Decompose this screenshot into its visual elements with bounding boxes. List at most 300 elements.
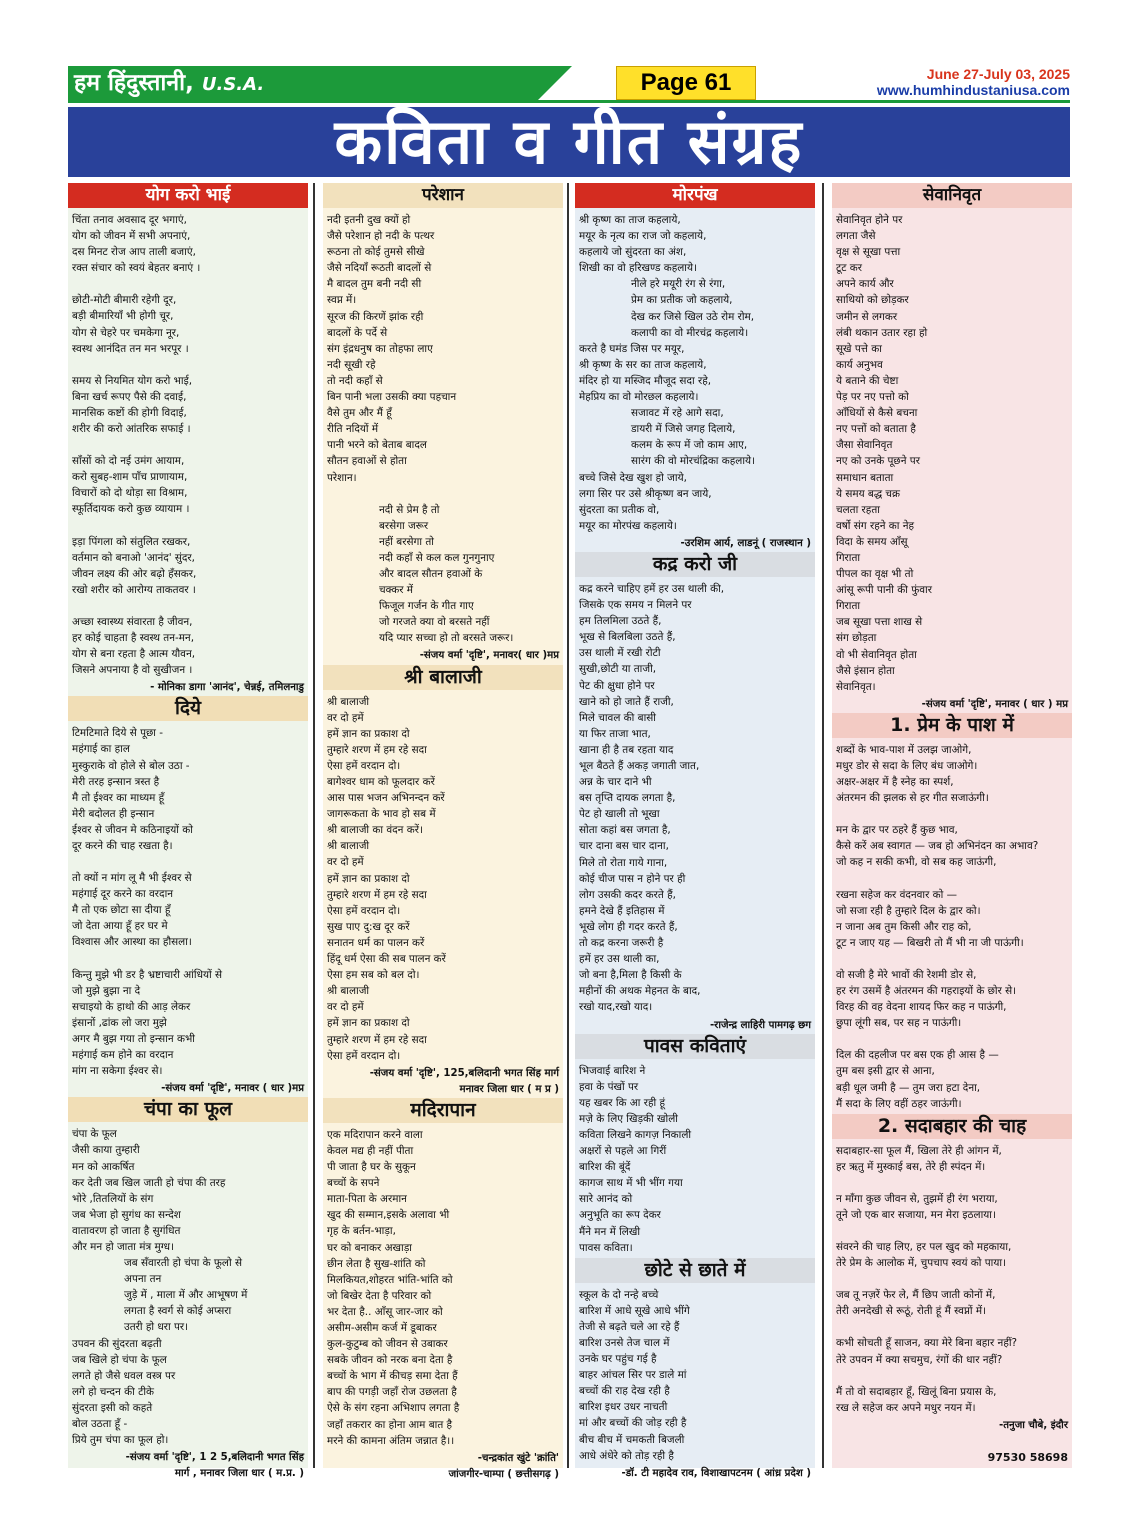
- poem-line: गिराता: [836, 600, 861, 613]
- poem-line: अपना तन: [124, 1273, 162, 1286]
- poem-body: [323, 208, 563, 648]
- poem-line: बारिश उनसे तेज चाल में: [579, 1337, 670, 1349]
- poem-line: स्वस्थ आनंदित तन मन भरपूर ।: [72, 342, 189, 355]
- poem-line: फिजूल गर्जन के गीत गाए: [379, 600, 474, 613]
- poem-line: सूरज की किरणें झांक रही: [327, 310, 424, 323]
- poem-author: -राजेन्द्र लाहिरी पामगढ़ छग: [709, 1019, 811, 1031]
- header-rule: [68, 100, 1070, 103]
- poem-line: वर दो हमें: [327, 856, 364, 869]
- poem-line: उतरी हो धरा पर।: [124, 1321, 189, 1334]
- poem-line: करते है घमंड जिस पर मयूर,: [579, 342, 685, 355]
- poem-line: श्री बालाजी: [327, 840, 370, 853]
- poem-line: कार्य अनुभव: [836, 358, 883, 371]
- poem-line: जो गरजते क्या वो बरसते नहीं: [379, 616, 490, 629]
- poem-body: [832, 208, 1072, 697]
- poem-line: खाने को हो जाते हैं राजी,: [579, 695, 674, 708]
- poem-line: सनातन धर्म का पालन करें: [327, 936, 425, 949]
- poem-line: ये समय बद्ध चक्र: [836, 487, 901, 500]
- poem-line: उनके घर पहुंच गई है: [579, 1353, 657, 1366]
- poem-line: समय से नियमित योग करो भाई,: [72, 374, 193, 387]
- poem-title: पावस कविताएं: [575, 1034, 815, 1059]
- poem-line: जागरूकता के भाव हो सब में: [327, 808, 436, 821]
- poem-line: शिखी का वो हरिखण्ड कहलाये।: [579, 262, 697, 275]
- poem-line: वर दो हमें: [327, 711, 364, 724]
- column-1: [68, 183, 308, 1480]
- poem-line: मयूर का मोरपंख कहलाये।: [579, 519, 677, 532]
- poem-line: मन के द्वार पर ठहरे हैं कुछ भाव,: [836, 824, 958, 837]
- poem-line: कलम के रूप में जो काम आए,: [631, 439, 748, 452]
- poem-title: दिये: [68, 696, 308, 721]
- poem-line: माता-पिता के अरमान: [327, 1193, 407, 1206]
- poem-line: पानी भरने को बेताब बादल: [327, 439, 427, 452]
- poem-line: नए को उनके पूछने पर: [836, 455, 920, 468]
- poem-stanza-indented: [579, 405, 811, 469]
- poem-body: [575, 208, 815, 536]
- poem-line: पेड़ पर नए पत्तो को: [836, 391, 909, 404]
- poem-line: बारिश इधर उधर नाचती: [579, 1401, 668, 1414]
- poem-line: श्री कृष्ण का ताज कहलाये,: [579, 214, 681, 226]
- poem-line: जब तू नज़रें फेर ले, मैं छिप जाती कोनों में,: [836, 1289, 996, 1302]
- poem-line: सेवानिवृत होने पर: [836, 214, 903, 226]
- poem-stanza: [72, 1126, 304, 1255]
- poem-line: हमने देखे हैं इतिहास में: [579, 904, 665, 917]
- poem-diye: [68, 696, 308, 1097]
- poem-line: सुख पाए दु:ख दूर करें: [327, 920, 410, 933]
- poem-line: कागज साथ में भी भींग गया: [579, 1177, 683, 1190]
- poem-body: [68, 721, 308, 1081]
- poem-line: मिले चावल की बासी: [579, 711, 656, 724]
- poem-line: किन्तु मुझे भी डर है भ्रष्टाचारी आंधियों से: [72, 968, 223, 981]
- poem-body: [323, 690, 563, 1066]
- website-link[interactable]: www.humhindustaniusa.com: [876, 82, 1070, 98]
- poem-title: छोटे से छाते में: [575, 1258, 815, 1283]
- poem-line: इड़ा पिंगला को संतुलित रखकर,: [72, 535, 191, 548]
- poem-line: स्कूल के दो नन्हे बच्चे: [579, 1288, 659, 1301]
- poem-line: दूर करने की चाह रखता है।: [72, 840, 173, 852]
- poem-line: श्री बालाजी का वंदन करें।: [327, 824, 423, 837]
- poem-body: [575, 1059, 815, 1258]
- poem-line: महंगाई का हाल: [72, 743, 130, 756]
- poem-line: हर कोई चाहता है स्वस्थ तन-मन,: [72, 631, 195, 644]
- poem-stanza-indented: [72, 1255, 304, 1335]
- poem-line: मै तो ईश्वर का माध्यम हूँ: [72, 791, 165, 804]
- poem-line: हमें ज्ञान का प्रकाश दो: [327, 872, 410, 885]
- stanza-break: [72, 951, 304, 967]
- poem-line: उपवन की सुंदरता बढ़ती: [72, 1337, 162, 1350]
- poem-line: अपने कार्य और: [836, 278, 894, 291]
- poem-line: लगता है स्वर्ग से कोई अप्सरा: [124, 1305, 232, 1318]
- poem-line: जैसे परेशान हो नदी के पत्थर: [327, 230, 435, 243]
- stanza-break: [72, 276, 304, 292]
- poem-author-address: मार्ग , मनावर जिला धार ( म.प्र. ): [174, 1468, 304, 1480]
- poem-line: दिल की दहलीज पर बस एक ही आस है —: [836, 1049, 999, 1062]
- poem-line: उस थाली में रखी रोटी: [579, 647, 661, 660]
- poem-madirapan: [323, 1098, 563, 1483]
- poem-line: कोई चीज पास न होने पर ही: [579, 872, 686, 885]
- poem-line: स्फूर्तिदायक करो कुछ व्यायाम ।: [72, 503, 190, 516]
- poem-line: हर ऋतु में मुस्काई बस, तेरे ही स्पंदन में।: [836, 1160, 986, 1173]
- poem-line: सारंग की वो मोरचंद्रिका कहलाये।: [631, 455, 755, 468]
- poem-line: अक्षरों से पहले आ गिरीं: [579, 1145, 667, 1158]
- poem-line: लगता जैसे: [836, 230, 876, 243]
- poem-line: छीन लेता है सुख-शांति को: [327, 1257, 426, 1270]
- stanza-break: [836, 1368, 1068, 1384]
- poem-line: मिलकियत,शोहरत भांति-भांति को: [327, 1273, 453, 1286]
- poem-line: जैसा सेवानिवृत: [836, 439, 893, 452]
- stanza-break: [72, 518, 304, 534]
- poem-line: हर रंग उसमें है अंतरमन की गहराइयों के छोर से।: [836, 985, 1017, 998]
- edition-info: [877, 66, 1070, 98]
- poem-line: जैसे नदियाँ रूठती बादलों से: [327, 262, 432, 275]
- poem-line: वर्तमान को बनाओ 'आनंद' सुंदर,: [72, 551, 195, 564]
- poem-line: बच्चे जिसे देख खुश हो जाये,: [579, 471, 687, 484]
- poem-yog-karo-bhai: [68, 183, 308, 696]
- poem-stanza: [579, 470, 811, 534]
- poem-stanza-indented: [327, 502, 559, 647]
- poem-line: लंबी थकान उतार रहा हो: [836, 326, 928, 339]
- poem-line: जहाँ तकरार का होना आम बात है: [327, 1418, 453, 1431]
- poem-line: अनुभूति का रूप देकर: [579, 1209, 661, 1222]
- poem-line: बड़ी बीमारियाँ भी होगी चूर,: [72, 310, 174, 323]
- poem-line: समाधान बताता: [836, 471, 894, 484]
- poem-line: ऐसा हमें वरदान दो।: [327, 1049, 401, 1062]
- poem-author: -संजय वर्मा 'दृष्टि', मनावर( धार )मप्र: [419, 650, 559, 662]
- poem-line: बारिश में आधे सूखे आधे भींगे: [579, 1304, 690, 1317]
- poem-pawas-kavitayen: [575, 1034, 815, 1258]
- poem-line: मैं सदा के लिए वहीं ठहर जाऊंगी।: [836, 1097, 962, 1110]
- poem-line: तूने जो एक बार सजाया, मन मेरा इठलाया।: [836, 1208, 996, 1221]
- edition-date: June 27-July 03, 2025: [926, 66, 1070, 82]
- poem-line: मरने की कामना अंतिम जन्नात है।।: [327, 1434, 455, 1447]
- poem-line: मज़े के लिए खिड़की खोली: [579, 1112, 678, 1125]
- poem-line: शरीर की करो आंतरिक सफाई ।: [72, 423, 191, 436]
- poem-line: मन को आकर्षित: [72, 1160, 135, 1173]
- poem-title: मोरपंख: [575, 183, 815, 208]
- poem-line: चंपा के फूल: [72, 1128, 117, 1141]
- poem-title: श्री बालाजी: [323, 665, 563, 690]
- poem-line: पेट की क्षुधा होने पर: [579, 679, 655, 692]
- poem-line: अन्न के चार दाने भी: [579, 776, 652, 789]
- poem-line: ऐसा हम सब को बल दो।: [327, 969, 420, 982]
- poem-author: -संजय वर्मा 'दृष्टि', 125,बलिदानी भगत सिंह मार्ग: [369, 1067, 559, 1079]
- poem-line: सौतन हवाओं से होता: [327, 455, 407, 468]
- stanza-break: [836, 1031, 1068, 1047]
- poem-line: महंगाई दूर करने का वरदान: [72, 888, 174, 901]
- poem-line: टिमटिमाते दिये से पूछा -: [72, 727, 163, 740]
- poem-line: तुम्हारे शरण में हम रहे सदा: [327, 743, 427, 756]
- poem-line: बच्चों के सपने: [327, 1177, 380, 1190]
- stanza-break: [836, 951, 1068, 967]
- poem-line: जो कह न सकी कभी, वो सब कह जाऊंगी,: [836, 856, 997, 869]
- poem-line: यह खबर कि आ रही हूं: [579, 1096, 666, 1109]
- poem-line: बिना खर्च रूपए पैसे की दवाई,: [72, 390, 187, 403]
- poem-prem-ke-paash-mein: [832, 713, 1072, 1114]
- poem-line: विदा के समय आँसू: [836, 535, 908, 548]
- poem-line: कहलाये जो सुंदरता का अंश,: [579, 246, 687, 259]
- poem-line: जिसने अपनाया है वो सुखीजन ।: [72, 664, 193, 677]
- brand-usa: U.S.A.: [201, 74, 265, 95]
- poem-line: मैं तो वो सदाबहार हूँ, खिलूं बिना प्रयास के,: [836, 1385, 997, 1398]
- poem-line: नदी सूखी रहे: [327, 358, 376, 371]
- stanza-break: [836, 806, 1068, 822]
- poem-line: बाप की पगड़ी जहाँ रोज उछलता है: [327, 1386, 457, 1399]
- poem-line: पी जाता है घर के सुकून: [327, 1161, 416, 1174]
- poem-line: योग से बना रहता है आत्म यौवन,: [72, 648, 196, 661]
- poem-line: मिले तो रोता गाये गाना,: [579, 856, 668, 869]
- poem-line: पेट हो खाली तो भूखा: [579, 808, 660, 821]
- poem-champa-ka-phool: [68, 1097, 308, 1482]
- poem-line: और मन हो जाता मंत्र मुग्ध।: [72, 1240, 175, 1253]
- stanza-break: [72, 854, 304, 870]
- poem-line: गृह के बर्तन-भाड़ा,: [327, 1225, 396, 1238]
- poem-line: बाहर आंचल सिर पर डाले मां: [579, 1369, 687, 1382]
- poem-line: डायरी में जिसे जगह दिलाये,: [631, 423, 736, 436]
- poem-morpankh: [575, 183, 815, 552]
- stanza-break: [836, 1271, 1068, 1287]
- poem-kadra-karo-ji: [575, 552, 815, 1034]
- poem-line: वो सजी है मेरे भावों की रेशमी डोर से,: [836, 968, 977, 981]
- poem-line: अंतरमन की झलक से हर गीत सजाऊंगी।: [836, 792, 989, 805]
- poem-pareshan: [323, 183, 563, 665]
- poem-body: [832, 738, 1072, 1114]
- poem-line: श्री बालाजी: [327, 985, 370, 998]
- poem-line: जब सँवारती हो चंपा के फूलो से: [124, 1257, 242, 1270]
- poem-line: एक मदिरापान करने वाला: [327, 1128, 423, 1141]
- poem-line: जुड़े में , माला में और आभूषण में: [124, 1289, 248, 1302]
- poem-line: न माँगा कुछ जीवन से, तुझमें ही रंग भराया,: [836, 1192, 998, 1205]
- poem-chhote-se-chhate-mein: [575, 1258, 815, 1482]
- poem-line: कलापी का वो मीरचंद्र कहलाये।: [631, 326, 749, 339]
- stanza-break: [836, 1223, 1068, 1239]
- poem-body: [575, 577, 815, 1018]
- poem-line: भूखे लोग ही गदर करते हैं,: [579, 920, 678, 933]
- poem-title: 2. सदाबहार की चाह: [832, 1114, 1072, 1139]
- phone-number: 97530 58698: [987, 1450, 1068, 1464]
- poem-line: बारिश की बूंदें: [579, 1161, 631, 1174]
- poem-line: ऐसा हमें वरदान दो।: [327, 759, 401, 772]
- poem-line: सुंदरता इसी को कहते: [72, 1401, 153, 1414]
- poem-line: जीवन लक्ष्य की ओर बढ़ो हँसकर,: [72, 567, 197, 580]
- poem-line: तेरी अनदेखी से रूठूं, रोती हूं मैं स्वप्नों में।: [836, 1305, 986, 1318]
- poem-line: बरसेगा जरूर: [379, 519, 429, 532]
- poem-line: वो भी सेवानिवृत होता: [836, 648, 917, 661]
- poem-line: हम तिलमिला उठते हैं,: [579, 615, 662, 628]
- poem-line: कविता लिखने कागज़ निकाली: [579, 1128, 692, 1141]
- poem-line: मै तो एक छोटा सा दीया हूँ: [72, 904, 171, 917]
- poem-line: महीनों की अथक मेहनत के बाद,: [579, 985, 701, 998]
- poem-line: श्री बालाजी: [327, 695, 370, 708]
- poem-line: साथियो को छोड़कर: [836, 294, 909, 307]
- stanza-break: [836, 1319, 1068, 1335]
- poem-line: मंदिर हो या मस्जिद मौजूद सदा रहे,: [579, 374, 712, 387]
- stanza-break: [72, 437, 304, 453]
- poem-line: बिन पानी भला उसकी क्या पहचान: [327, 391, 457, 404]
- poem-line: लगा सिर पर उसे श्रीकृष्ण बन जाये,: [579, 487, 712, 500]
- poem-line: तो कद्र करना जरूरी है: [579, 937, 664, 950]
- poem-line: आस पास भजन अभिनन्दन करें: [327, 792, 445, 805]
- poem-line: अक्षर-अक्षर में है स्नेह का स्पर्श,: [836, 776, 954, 789]
- poem-line: आंसू रूपी पानी की फुंवार: [836, 584, 932, 597]
- poem-line: मांग ना सकेगा ईश्वर से।: [72, 1065, 163, 1078]
- poem-line: तेरे प्रेम के आलोक में, चुपचाप स्वयं को पाया।: [836, 1257, 1007, 1270]
- page-banner: कविता व गीत संग्रह: [68, 107, 1070, 177]
- poem-line: तो क्यों न मांग लू मै भी ईश्वर से: [72, 872, 192, 885]
- column-divider: [822, 183, 824, 1468]
- poem-line: पीपल का वृक्ष भी तो: [836, 568, 914, 581]
- poem-line: या फिर ताजा भात,: [579, 727, 651, 740]
- poem-stanza: [579, 341, 811, 405]
- poem-line: तेरे उपवन में क्या सचमुच, रंगों की धार नहीं?: [836, 1353, 1003, 1366]
- poem-line: शब्दों के भाव-पाश में उलझ जाओगे,: [836, 743, 972, 756]
- poem-body: [323, 1123, 563, 1451]
- poem-line: मानसिक कष्टों की होगी विदाई,: [72, 406, 187, 419]
- poem-line: चलता रहता: [836, 503, 880, 516]
- poem-body: [575, 1283, 815, 1466]
- poem-shri-balaji: [323, 665, 563, 1098]
- brand-wedge: [538, 66, 572, 100]
- poem-line: सेवानिवृत।: [836, 680, 876, 693]
- poem-line: हमें हर उस थाली का,: [579, 953, 660, 966]
- poem-line: भर देता है.. आँसू जार-जार को: [327, 1305, 443, 1318]
- stanza-break: [836, 871, 1068, 887]
- stanza-break: [836, 1175, 1068, 1191]
- poem-line: खुद की सम्मान,इसके अलावा भी: [327, 1209, 450, 1222]
- poem-line: श्री कृष्ण के सर का ताज कहलाये,: [579, 358, 707, 371]
- poem-title: 1. प्रेम के पाश में: [832, 713, 1072, 738]
- poem-line: जैसे इंसान होता: [836, 664, 895, 677]
- masthead: [68, 66, 1070, 102]
- poem-author: -तनुजा चौबे, इंदौर: [999, 1419, 1068, 1431]
- column-3: [575, 183, 815, 1479]
- poem-line: वर दो हमें: [327, 1001, 364, 1014]
- poem-title: मदिरापान: [323, 1098, 563, 1123]
- poem-line: तुम बस इसी द्वार से आना,: [836, 1065, 935, 1078]
- poem-author-address: मनावर जिला धार ( म प्र ): [459, 1083, 559, 1095]
- poem-line: सूखे पत्ते का: [836, 342, 882, 355]
- poem-line: विचारों को दो थोड़ा सा विश्राम,: [72, 487, 188, 500]
- poem-line: हमें ज्ञान का प्रकाश दो: [327, 1017, 410, 1030]
- poem-line: नदी से प्रेम है तो: [379, 503, 440, 516]
- poem-line: ईश्वर से जीवन मे कठिनाइयों को: [72, 823, 193, 836]
- poem-line: जिसके एक समय न मिलने पर: [579, 599, 692, 612]
- poem-author: -संजय वर्मा 'दृष्टि', मनावर ( धार ) मप्र: [921, 698, 1068, 710]
- poem-line: सारे आनंद को: [579, 1193, 633, 1206]
- poem-line: नदी कहाँ से कल कल गुनगुनाए: [379, 551, 495, 564]
- poem-line: संवरने की चाह लिए, हर पल खुद को महकाया,: [836, 1241, 1012, 1254]
- poem-line: बड़ी धूल जमी है — तुम जरा हटा देना,: [836, 1081, 981, 1094]
- poem-author-address: जांजगीर-चाम्पा ( छत्तीसगढ़ ): [448, 1468, 559, 1480]
- poem-line: कुल-कुटुम्ब को जीवन से उबाकर: [327, 1338, 448, 1351]
- poem-line: योग से चेहरे पर चमकेगा नूर,: [72, 326, 180, 339]
- poem-line: ऐसे के संग रहना अभिशाप लगता है: [327, 1402, 460, 1415]
- poem-line: संग छोड़ता: [836, 632, 877, 645]
- poem-title: सेवानिवृत: [832, 183, 1072, 208]
- poem-line: रक्त संचार को स्वयं बेहतर बनाएं ।: [72, 262, 201, 275]
- poem-line: बच्चों के भाग में कीचड़ समा देता हैं: [327, 1370, 458, 1383]
- poem-line: हिंदू धर्म ऐसा की सब पालन करें: [327, 953, 446, 966]
- poem-line: भूख से बिलबिला उठते हैं,: [579, 631, 676, 644]
- poem-author: - मोनिका डागा 'आनंद', चेन्नई, तमिलनाडु: [150, 682, 304, 694]
- poem-line: बागेश्वर धाम को फूलदार करें: [327, 776, 435, 788]
- poem-line: सोता कहां बस जगता है,: [579, 824, 671, 837]
- poem-line: कद्र करने चाहिए हमें हर उस थाली की,: [579, 582, 725, 595]
- poem-line: छुपा लूंगी सब, पर सह न पाऊंगी।: [836, 1017, 962, 1030]
- poem-title: परेशान: [323, 183, 563, 208]
- poem-line: असीम-असीम कर्ज में डूबाकर: [327, 1322, 437, 1334]
- poem-line: योग को जीवन में सभी अपनाएं,: [72, 230, 191, 243]
- poem-line: स्वप्न में।: [327, 294, 357, 307]
- poem-line: मेरी तरह इन्सान त्रस्त है: [72, 775, 160, 788]
- poem-line: बस तृप्ति दायक लगता है,: [579, 792, 676, 805]
- poem-line: मयूर के नृत्य का राज जो कहलाये,: [579, 230, 707, 243]
- poem-line: जमीन से लगकर: [836, 310, 898, 323]
- poem-line: जैसी काया तुम्हारी: [72, 1144, 140, 1157]
- poem-line: महंगाई कम होने का वरदान: [72, 1049, 174, 1062]
- poem-line: सुंदरता का प्रतीक वो,: [579, 503, 660, 516]
- poem-line: जब भेजा हो सुगंध का सन्देश: [72, 1208, 181, 1221]
- poem-line: मेहप्रिय का वो मोरछल कहलाये।: [579, 391, 699, 404]
- poem-line: मधुर डोर से सदा के लिए बंध जाओगे।: [836, 760, 978, 772]
- poem-line: रूठना तो कोई तुमसे सीखे: [327, 246, 425, 259]
- column-2: [323, 183, 563, 1480]
- poem-line: अच्छा स्वास्थ्य संवारता है जीवन,: [72, 615, 193, 628]
- poem-line: भोरे ,तितलियों के संग: [72, 1192, 154, 1205]
- poem-line: मैंने मन में लिखी: [579, 1225, 641, 1238]
- poem-body: [832, 1139, 1072, 1418]
- stanza-break: [72, 357, 304, 373]
- poem-line: टूट कर: [836, 262, 863, 275]
- poem-line: मेरी बदोलत ही इन्सान: [72, 807, 155, 820]
- poem-line: पावस कविता।: [579, 1241, 633, 1254]
- poem-line: मां और बच्चों की जोड़ रही है: [579, 1417, 687, 1430]
- poem-line: न जाना अब तुम किसी और राह को,: [836, 920, 972, 933]
- poem-line: कभी सोचती हूँ साजन, क्या मेरे बिना बहार नहीं?: [836, 1337, 1018, 1350]
- poem-line: हमें ज्ञान का प्रकाश दो: [327, 727, 410, 740]
- poem-line: बच्चों की राह देख रही है: [579, 1385, 670, 1398]
- poem-body: [68, 1122, 308, 1450]
- poem-stanza: [72, 1336, 304, 1449]
- poem-line: खाना ही है तब रहता याद: [579, 743, 674, 756]
- poem-line: हवा के पंखों पर: [579, 1080, 639, 1093]
- poem-line: और बादल सौतन हवाओं के: [379, 567, 483, 580]
- poem-line: सबके जीवन को नरक बना देता है: [327, 1354, 453, 1367]
- poem-line: केवल मद्य ही नहीं पीता: [327, 1144, 414, 1157]
- poem-line: जो बिखेर देता है परिवार को: [327, 1289, 432, 1302]
- poem-line: तो नदी कहाँ से: [327, 374, 383, 387]
- poem-line: चक्कर में: [379, 584, 414, 597]
- poem-title: कद्र करो जी: [575, 552, 815, 577]
- poem-line: करो सुबह-शाम पाँच प्राणायाम,: [72, 471, 188, 484]
- poem-line: मुस्कुराके वो होले से बोल उठा -: [72, 759, 190, 772]
- poem-line: नहीं बरसेगा तो: [379, 535, 434, 548]
- poem-line: ऐसा हमें वरदान दो।: [327, 904, 401, 917]
- poem-line: अगर मै बुझ गया तो इन्सान कभी: [72, 1032, 195, 1045]
- poem-line: वृक्ष से सूखा पत्ता: [836, 246, 901, 259]
- poem-line: ये बताने की चेष्टा: [836, 374, 899, 387]
- poem-line: लोग उसकी कदर करते हैं,: [579, 888, 676, 901]
- poem-sadabahar-ki-chaah: [832, 1114, 1072, 1434]
- poem-line: जो देता आया हूँ हर घर मे: [72, 920, 168, 933]
- poem-line: प्रेम का प्रतीक जो कहलाये,: [631, 294, 733, 307]
- poem-line: तुम्हारे शरण में हम रहे सदा: [327, 1033, 427, 1046]
- poem-line: गिराता: [836, 551, 861, 564]
- poem-stanza: [579, 212, 811, 276]
- poem-body: [68, 208, 308, 680]
- poem-line: जब सूखा पत्ता शाख से: [836, 616, 923, 629]
- poem-stanza: [327, 212, 559, 486]
- poem-author: -उरशिम आर्य, लाडनूं ( राजस्थान ): [680, 537, 811, 549]
- poem-line: भिजवाई बारिश ने: [579, 1064, 646, 1077]
